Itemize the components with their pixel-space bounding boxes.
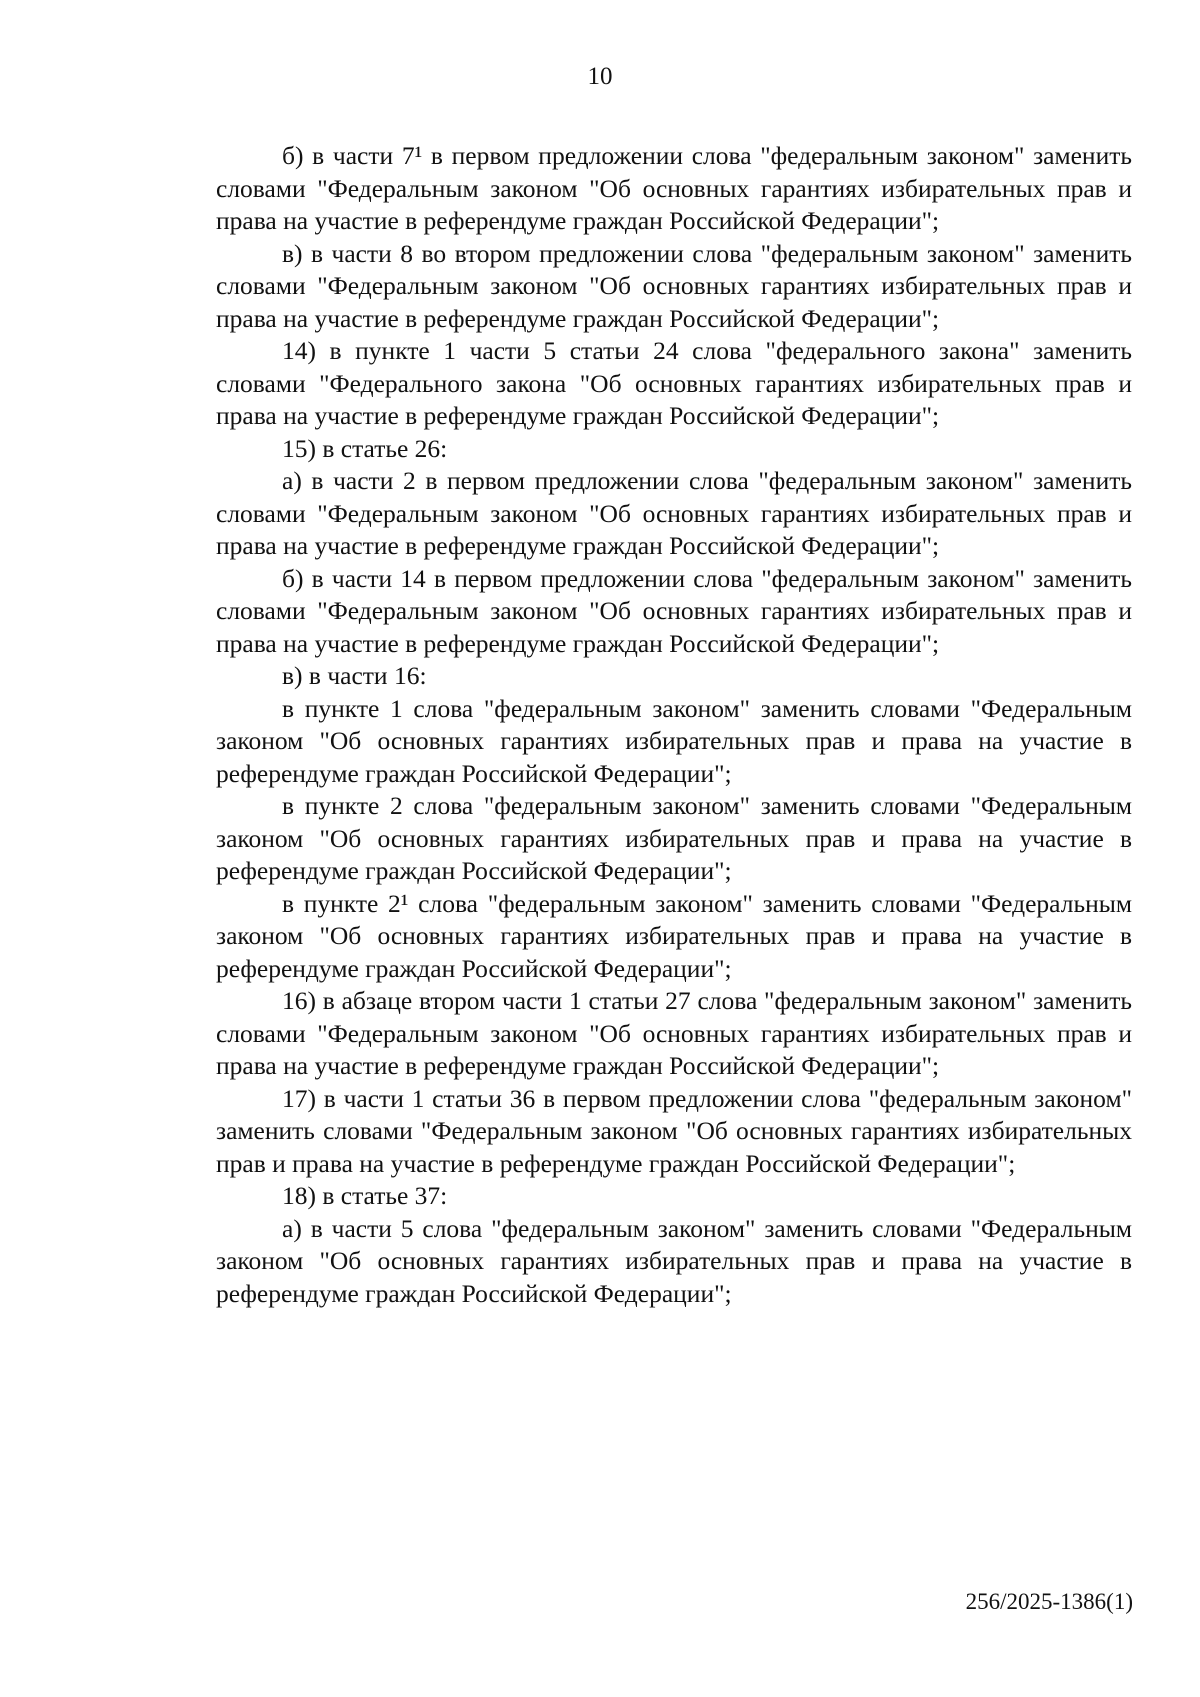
paragraph-16-point-1: в пункте 1 слова "федеральным законом" заменить словами "Федеральным законом "Об основных гарантиях избирательных прав и права на участие в референдуме граждан Российской Федерации"; bbox=[216, 693, 1132, 788]
page-number: 10 bbox=[587, 63, 613, 90]
paragraph-7-1-b: б) в части 7¹ в первом предложении слова "федеральным законом" заменить словами "Федеральным законом "Об основных гарантиях избирательных прав и права на участие в референдуме граждан Российской Федерации"; bbox=[216, 141, 1132, 235]
paragraph-item-17: 17) в части 1 статьи 36 в первом предложении слова "федеральным законом" заменить словами "Федеральным законом "Об основных гарантиях избирательных прав и права на участие в референдуме граждан Российской Федерации"; bbox=[216, 1083, 1132, 1178]
paragraph-item-15: 15) в статье 26: bbox=[282, 433, 448, 463]
paragraph-15-b: б) в части 14 в первом предложении слова "федеральным законом" заменить словами "Федеральным законом "Об основных гарантиях избирательных прав и права на участие в референдуме граждан Российской Федерации"; bbox=[216, 563, 1132, 658]
paragraph-15-a: а) в части 2 в первом предложении слова "федеральным законом" заменить словами "Федеральным законом "Об основных гарантиях избирательных прав и права на участие в референдуме граждан Российской Федерации"; bbox=[216, 466, 1132, 560]
document-body bbox=[216, 140, 1132, 1310]
paragraph-item-14: 14) в пункте 1 части 5 статьи 24 слова "федерального закона" заменить словами "Федерального закона "Об основных гарантиях избирательных прав и права на участие в референдуме граждан Российской Федерации"; bbox=[216, 336, 1132, 430]
paragraph-16-point-2: в пункте 2 слова "федеральным законом" заменить словами "Федеральным законом "Об основных гарантиях избирательных прав и права на участие в референдуме граждан Российской Федерации"; bbox=[216, 791, 1132, 885]
paragraph-18-a: а) в части 5 слова "федеральным законом" заменить словами "Федеральным законом "Об основных гарантиях избирательных прав и права на участие в референдуме граждан Российской Федерации"; bbox=[216, 1213, 1132, 1308]
paragraph-item-16: 16) в абзаце втором части 1 статьи 27 слова "федеральным законом" заменить словами "Федеральным законом "Об основных гарантиях избирательных прав и права на участие в референдуме граждан Российской Федерации"; bbox=[216, 986, 1132, 1080]
paragraph-8-v: в) в части 8 во втором предложении слова "федеральным законом" заменить словами "Федеральным законом "Об основных гарантиях избирательных прав и права на участие в референдуме граждан Российской Федерации"; bbox=[216, 238, 1132, 333]
document-code: 256/2025-1386(1) bbox=[965, 1589, 1133, 1614]
paragraph-16-point-2-1: в пункте 2¹ слова "федеральным законом" заменить словами "Федеральным законом "Об основных гарантиях избирательных прав и права на участие в референдуме граждан Российской Федерации"; bbox=[216, 888, 1132, 983]
paragraph-item-18: 18) в статье 37: bbox=[282, 1181, 448, 1210]
paragraph-15-v: в) в части 16: bbox=[282, 661, 427, 690]
